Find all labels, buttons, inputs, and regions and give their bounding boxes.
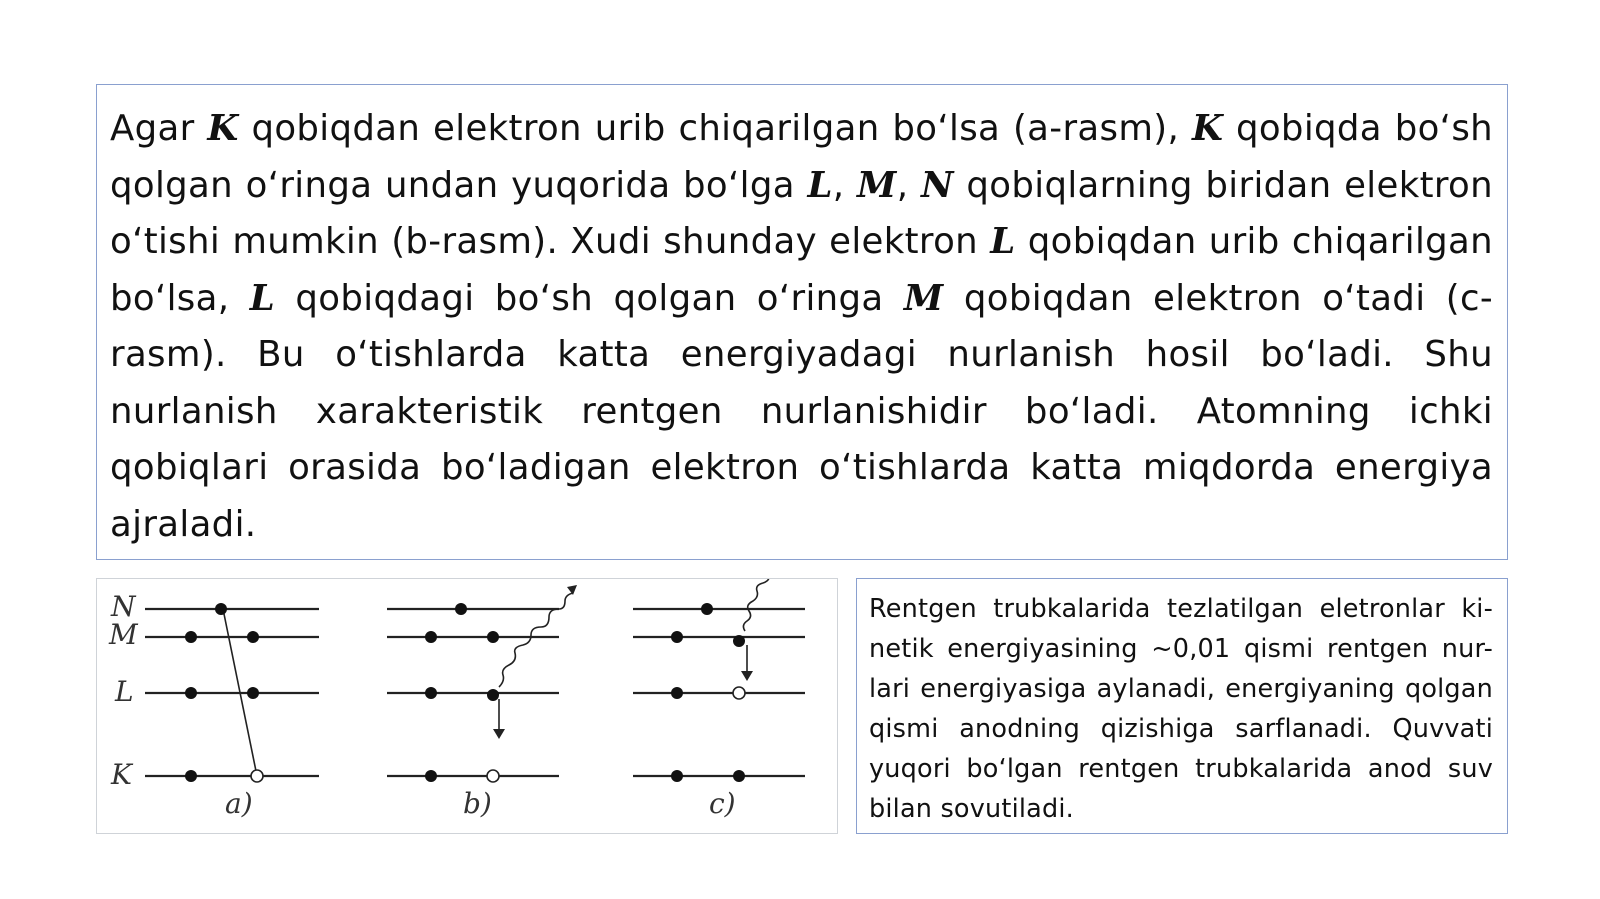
panel-b-electron-k	[425, 770, 437, 782]
text-segment: qobiqdagi bo‘sh qolgan o‘ringa	[275, 277, 904, 319]
panel-label-c: c)	[709, 787, 736, 820]
shell-symbol-l: L	[249, 277, 276, 319]
panel-b-electron-l-1	[425, 687, 437, 699]
panel-a-electron-l-1	[185, 687, 197, 699]
text-separator: ,	[896, 164, 921, 206]
shell-symbol-k: K	[207, 108, 239, 149]
panel-a-electron-m-1	[185, 631, 197, 643]
panel-c-arrow-head	[741, 671, 753, 681]
side-paragraph: Rentgen trubkalarida tezlatilgan eletronlar ki-netik energiyasining ~0,01 qismi rentgen nur-lari energiyasiga aylanadi, energiyaning qolgan qismi anodning qizishiga sarflanadi. Quvvati yuqori bo‘lgan rentgen trubkalarida anod suv bilan sovutiladi.	[869, 594, 1493, 824]
panel-b-arrow-head	[493, 729, 505, 739]
shell-symbol-k: K	[1191, 108, 1224, 149]
shell-symbol-m: M	[857, 164, 897, 206]
panel-c-electron-k-2	[733, 770, 745, 782]
level-label-n: N	[111, 590, 136, 623]
panel-c-vacancy-l	[733, 687, 745, 699]
level-label-l: L	[115, 675, 134, 708]
panel-b-electron-n	[455, 603, 467, 615]
text-separator: ,	[832, 164, 858, 206]
text-segment: qobiqlarning biridan elektron o‘tishi mumkin (b-rasm). Xudi shunday elektron	[110, 164, 1493, 262]
panel-c-electron-n	[701, 603, 713, 615]
panel-b-electron-m-1	[425, 631, 437, 643]
panel-c-electron-m-1	[671, 631, 683, 643]
panel-a-electron-m-2	[247, 631, 259, 643]
panel-label-b: b)	[463, 787, 492, 820]
panel-c-electron-m-2	[733, 635, 745, 647]
panel-c-electron-l	[671, 687, 683, 699]
text-segment: qobiqdan elektron o‘tadi (c-rasm). Bu o‘tishlarda katta energiyadagi nurlanish hosil bo‘ladi. Shu nurlanish xarakteristik rentgen nurlanishidir bo‘ladi. Atomning ichki qobiqlari orasida bo‘ladigan elektron o‘tishlarda katta miqdorda energiya ajraladi.	[110, 277, 1493, 545]
panel-b-vacancy-k	[487, 770, 499, 782]
panel-a-electron-k	[185, 770, 197, 782]
panel-b-photon-tip	[567, 585, 577, 595]
text-segment: qobiqda bo‘sh qolgan o‘ringa undan yuqorida bo‘lga	[110, 108, 1494, 206]
shell-symbol-n: N	[920, 164, 954, 206]
text-segment: Agar	[110, 108, 208, 149]
panel-b-photon-wave	[499, 593, 573, 687]
shell-symbol-l: L	[990, 221, 1016, 262]
panel-c-electron-k-1	[671, 770, 683, 782]
panel-a-electron-l-2	[247, 687, 259, 699]
shell-symbol-m: M	[903, 277, 944, 319]
panel-c-photon-wave	[743, 579, 769, 631]
text-segment: qobiqdan urib chiqarilgan bo‘lsa,	[110, 221, 1494, 319]
main-text-box	[96, 84, 1508, 560]
shell-symbol-l: L	[807, 164, 833, 206]
shell-transition-figure	[96, 578, 838, 834]
side-text-box	[856, 578, 1508, 834]
panel-a-electron-n	[215, 603, 227, 615]
energy-level-diagram	[97, 579, 839, 835]
main-paragraph	[110, 101, 1493, 553]
level-label-k: K	[111, 758, 132, 791]
level-label-m: M	[109, 618, 138, 651]
text-segment: qobiqdan elektron urib chiqarilgan bo‘lsa (a-rasm),	[238, 108, 1192, 149]
panel-a-vacancy-k	[251, 770, 263, 782]
panel-label-a: a)	[225, 787, 253, 820]
panel-b-electron-l-2	[487, 689, 499, 701]
panel-b-electron-m-2	[487, 631, 499, 643]
